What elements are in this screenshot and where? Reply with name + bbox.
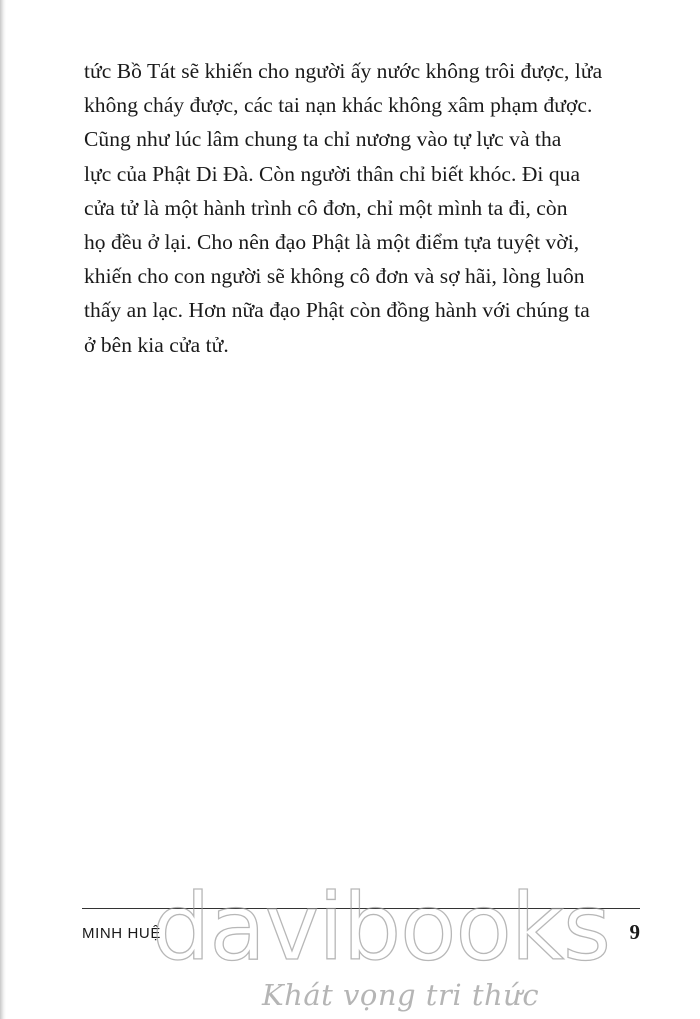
running-footer-author: MINH HUỆ: [82, 925, 161, 942]
body-line-7: khiến cho con người sẽ không cô đơn và sợ hãi, lòng luôn: [84, 264, 585, 289]
body-line-5: cửa tử là một hành trình cô đơn, chỉ một mình ta đi, còn: [84, 195, 568, 220]
body-line-1: tức Bồ Tát sẽ khiến cho người ấy nước không trôi được, lửa: [84, 59, 603, 83]
body-line-3: Cũng như lúc lâm chung ta chỉ nương vào tự lực và tha: [84, 127, 562, 152]
body-paragraph: [84, 54, 644, 362]
body-line-9: ở bên kia cửa tử.: [84, 332, 229, 357]
page-number: 9: [629, 920, 640, 944]
body-line-4: lực của Phật Di Đà. Còn người thân chỉ biết khóc. Đi qua: [84, 161, 581, 186]
watermark-tagline: Khát vọng tri thức: [262, 978, 540, 1012]
watermark-logo: davibooks: [152, 874, 610, 981]
body-line-8: thấy an lạc. Hơn nữa đạo Phật còn đồng hành với chúng ta: [84, 298, 590, 323]
page-binding-shadow: [0, 0, 6, 1019]
body-line-6: họ đều ở lại. Cho nên đạo Phật là một điểm tựa tuyệt vời,: [84, 230, 580, 255]
body-line-2: không cháy được, các tai nạn khác không xâm phạm được.: [84, 93, 593, 118]
